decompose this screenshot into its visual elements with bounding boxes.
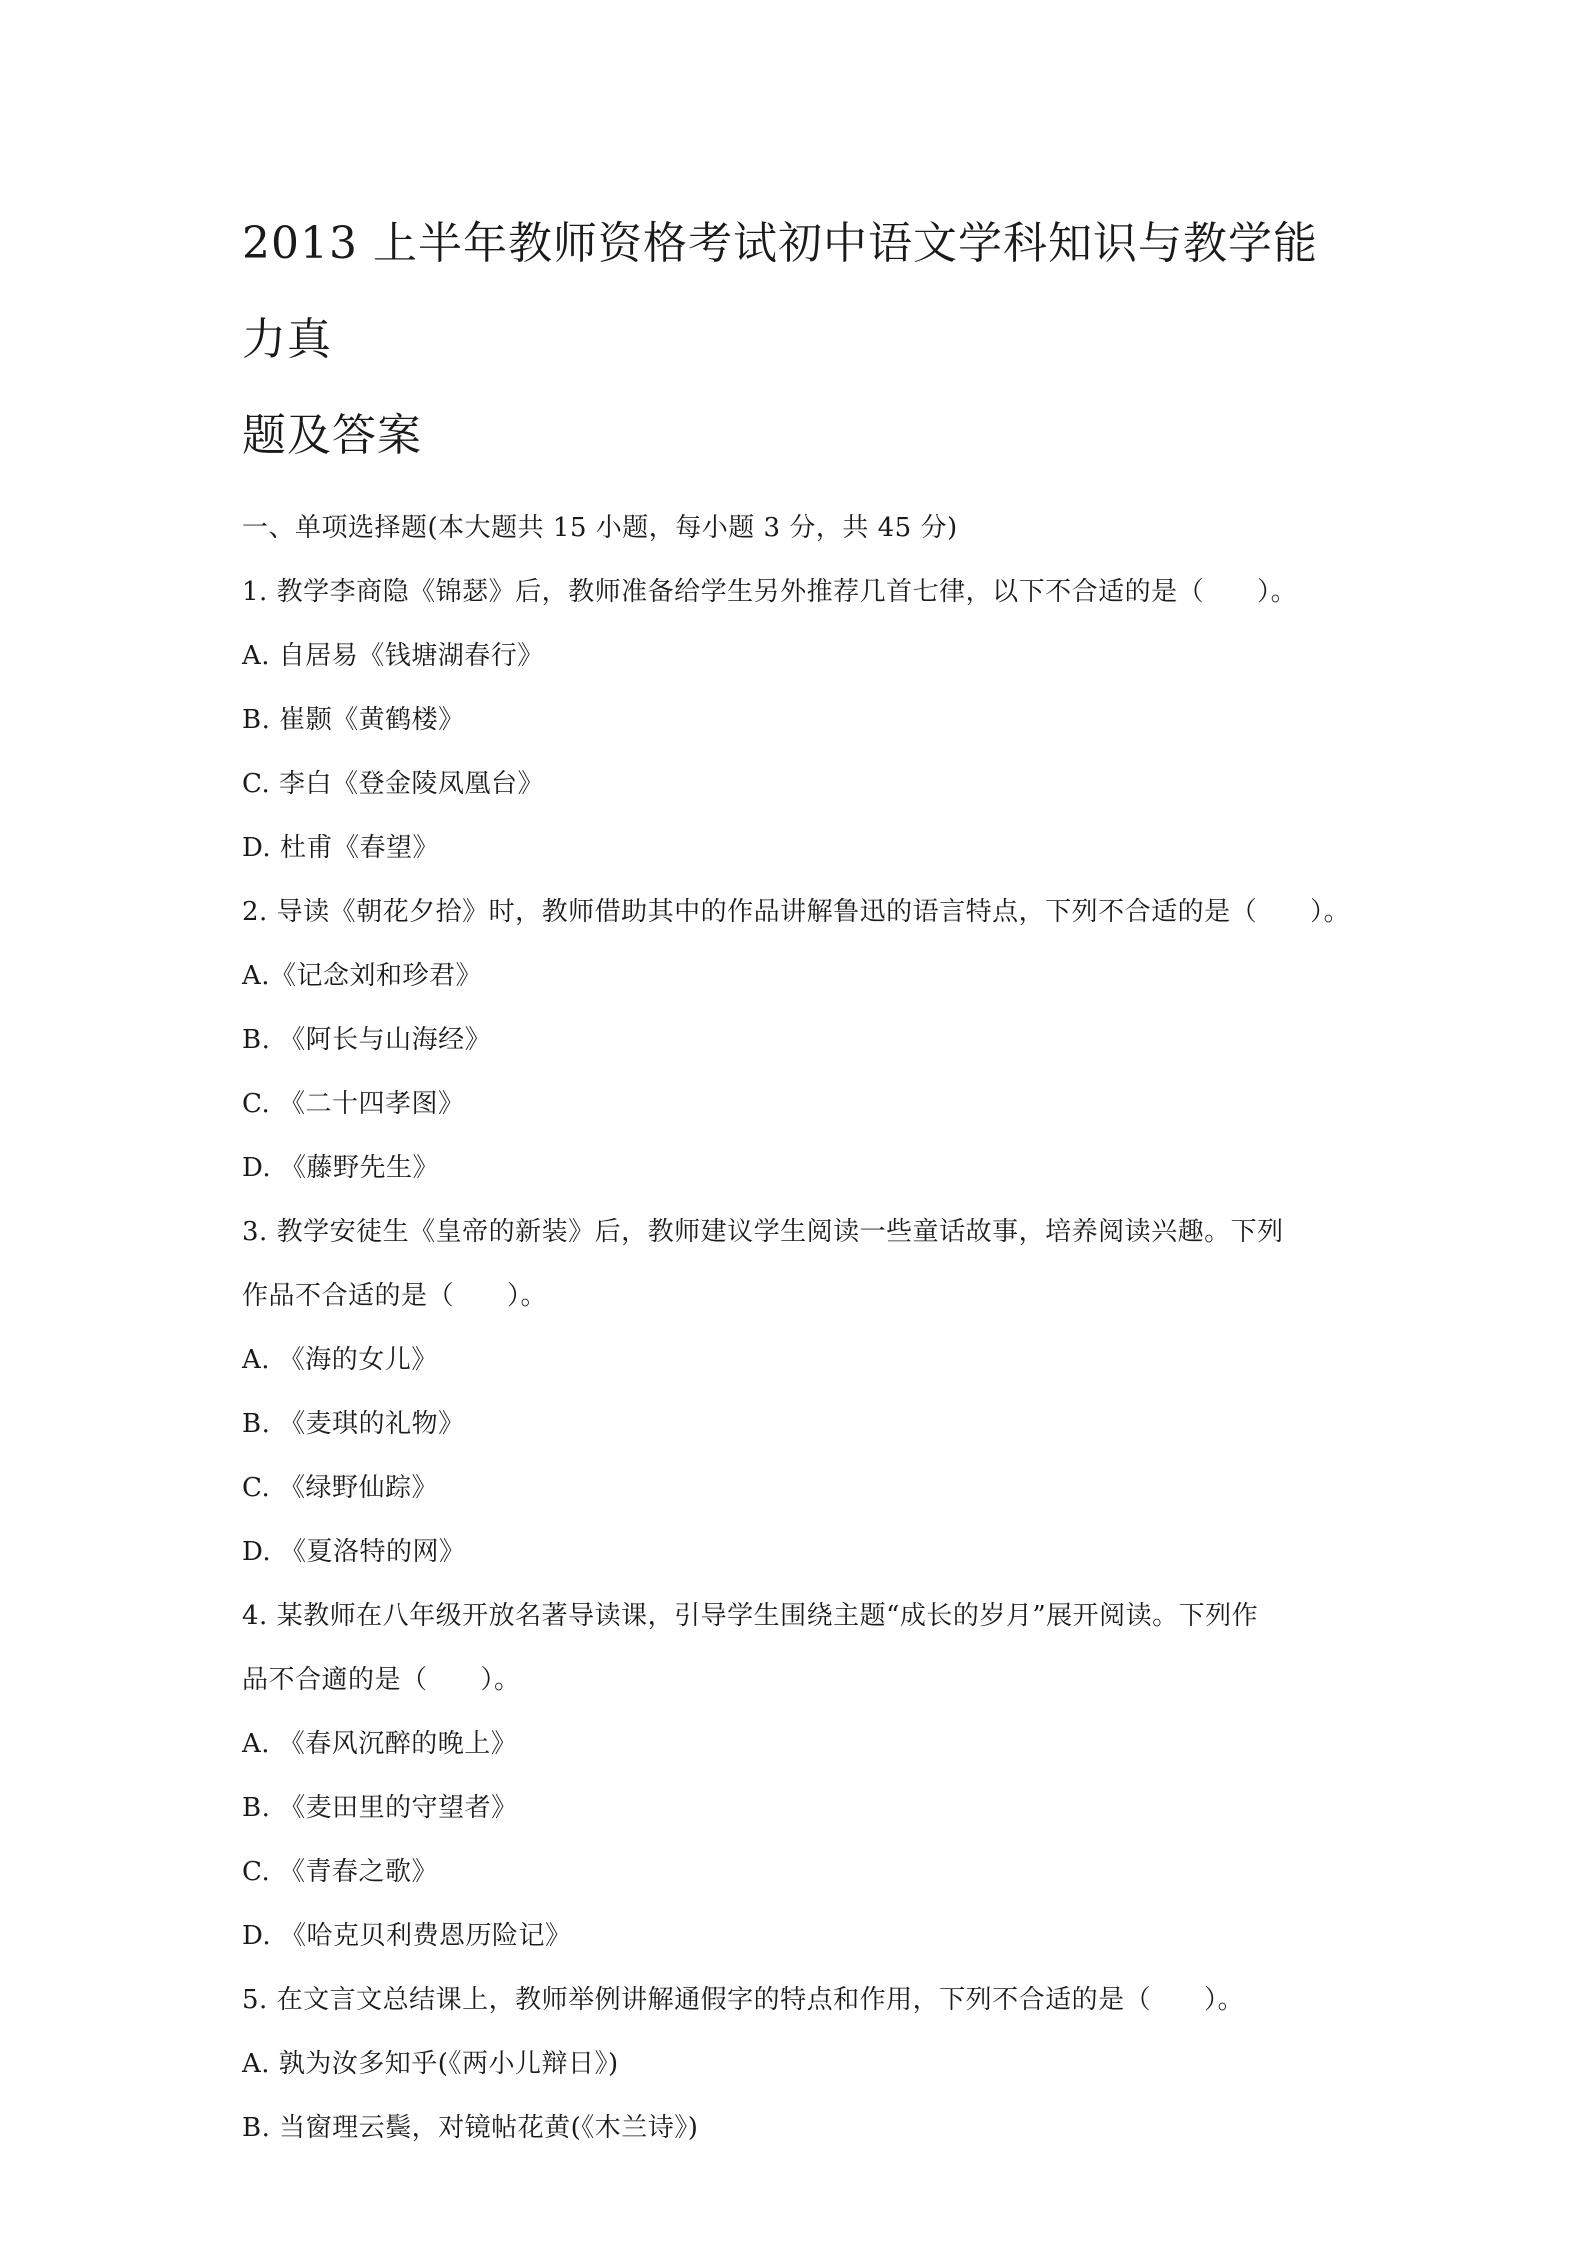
section-heading: 一、单项选择题(本大题共 15 小题，每小题 3 分，共 45 分) (242, 513, 958, 543)
document-title (242, 196, 1352, 484)
option-a: A. 《海的女儿》 (242, 1345, 438, 1375)
option-a: A. 自居易《钱塘湖春行》 (242, 641, 544, 671)
question-stem: 1. 教学李商隐《锦瑟》后，教师准备给学生另外推荐几首七律，以下不合适的是（ ）。 (242, 577, 1298, 607)
option-c: C. 《青春之歌》 (242, 1857, 438, 1887)
option-b: B. 《麦田里的守望者》 (242, 1793, 518, 1823)
option-a: A. 孰为汝多知乎(《两小儿辩日》) (242, 2049, 619, 2079)
question-2 (242, 880, 1352, 1200)
question-5 (242, 1968, 1352, 2160)
option-d: D. 《藤野先生》 (242, 1153, 439, 1183)
option-b: B. 《麦琪的礼物》 (242, 1409, 465, 1439)
question-stem: 2. 导读《朝花夕拾》时，教师借助其中的作品讲解鲁迅的语言特点，下列不合适的是（ ）。 (242, 897, 1351, 927)
question-stem-continued: 品不合適的是（ ）。 (242, 1665, 521, 1695)
question-3 (242, 1200, 1352, 1584)
question-4 (242, 1584, 1352, 1968)
option-c: C. 《绿野仙踪》 (242, 1473, 438, 1503)
option-b: B. 当窗理云鬓，对镜帖花黄(《木兰诗》) (242, 2113, 699, 2143)
question-stem-continued: 作品不合适的是（ ）。 (242, 1281, 548, 1311)
document-page (242, 196, 1352, 2160)
question-stem: 3. 教学安徒生《皇帝的新装》后，教师建议学生阅读一些童话故事，培养阅读兴趣。下列 (242, 1217, 1284, 1247)
option-d: D. 《哈克贝利费恩历险记》 (242, 1921, 572, 1951)
title-line-1: 2013 上半年教师资格考试初中语文学科知识与教学能力真 (242, 218, 1318, 365)
question-stem: 4. 某教师在八年级开放名著导读课，引导学生围绕主题“成长的岁月”展开阅读。下列作 (242, 1601, 1259, 1631)
option-a: A. 《春风沉醉的晚上》 (242, 1729, 518, 1759)
question-stem: 5. 在文言文总结课上，教师举例讲解通假字的特点和作用，下列不合适的是（ ）。 (242, 1985, 1245, 2015)
option-c: C. 《二十四孝图》 (242, 1089, 465, 1119)
option-d: D. 《夏洛特的网》 (242, 1537, 466, 1567)
option-d: D. 杜甫《春望》 (242, 833, 439, 863)
option-b: B. 《阿长与山海经》 (242, 1025, 492, 1055)
question-1 (242, 560, 1352, 880)
option-a: A.《记念刘和珍君》 (242, 961, 483, 991)
title-line-2: 题及答案 (242, 410, 422, 461)
option-c: C. 李白《登金陵凤凰台》 (242, 769, 544, 799)
option-b: B. 崔颢《黄鹤楼》 (242, 705, 465, 735)
